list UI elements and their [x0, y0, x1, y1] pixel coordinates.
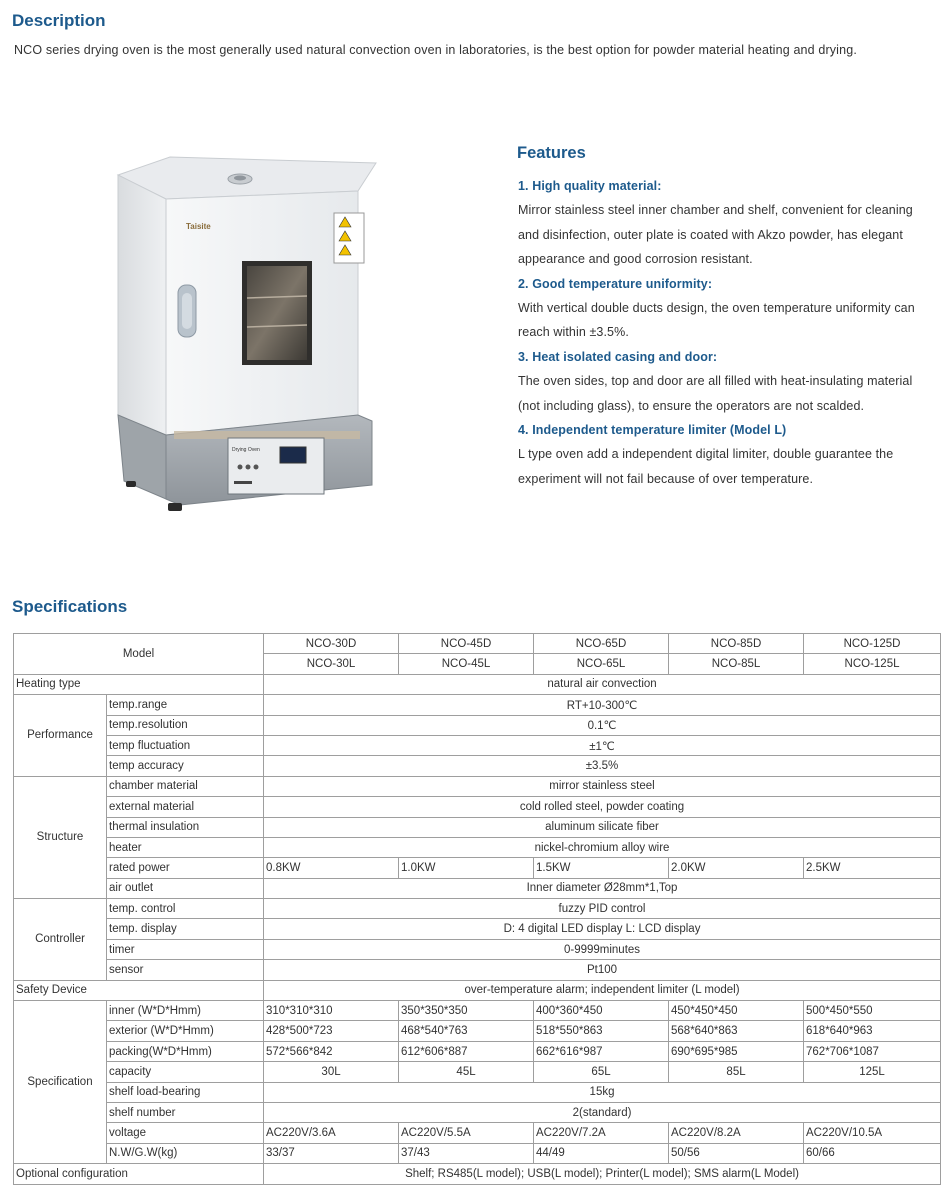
table-row: [14, 858, 941, 878]
cell-value: 662*616*987: [534, 1041, 669, 1061]
cell-value: 1.0KW: [399, 858, 534, 878]
specifications-table: [13, 633, 941, 1185]
row-label: rated power: [107, 858, 264, 878]
row-label: temp.range: [107, 695, 264, 715]
table-row: [14, 919, 941, 939]
row-label: N.W/G.W(kg): [107, 1143, 264, 1163]
group-label: Structure: [14, 776, 107, 898]
cell-value: 2.5KW: [804, 858, 941, 878]
table-row: [14, 837, 941, 857]
row-value: 15kg: [264, 1082, 941, 1102]
model-header: Model: [14, 634, 264, 675]
cell-value: 450*450*450: [669, 1001, 804, 1021]
feature-text: The oven sides, top and door are all filled with heat-insulating material (not including glass), to ensure the operators are not scalded.: [518, 374, 913, 413]
cell-value: 85L: [669, 1062, 804, 1082]
table-row: [14, 878, 941, 898]
model-name: NCO-85L: [669, 654, 804, 674]
cell-value: 568*640*863: [669, 1021, 804, 1041]
group-label: Performance: [14, 695, 107, 777]
row-value: 0.1℃: [264, 715, 941, 735]
table-row: [14, 776, 941, 796]
feature-heading: 3. Heat isolated casing and door:: [518, 349, 718, 364]
cell-value: 60/66: [804, 1143, 941, 1163]
row-value: over-temperature alarm; independent limiter (L model): [264, 980, 941, 1000]
cell-value: 350*350*350: [399, 1001, 534, 1021]
table-row: [14, 980, 941, 1000]
row-value: Inner diameter Ø28mm*1,Top: [264, 878, 941, 898]
table-row: [14, 1123, 941, 1143]
table-row: [14, 817, 941, 837]
row-label: Optional configuration: [14, 1164, 264, 1184]
row-label: chamber material: [107, 776, 264, 796]
cell-value: 33/37: [264, 1143, 399, 1163]
table-row: [14, 1041, 941, 1061]
cell-value: 428*500*723: [264, 1021, 399, 1041]
cell-value: AC220V/3.6A: [264, 1123, 399, 1143]
table-row: [14, 674, 941, 694]
table-row: [14, 1082, 941, 1102]
table-row: [14, 1001, 941, 1021]
table-row: [14, 1021, 941, 1041]
model-name: NCO-125L: [804, 654, 941, 674]
table-row: [14, 960, 941, 980]
row-label: sensor: [107, 960, 264, 980]
table-row: [14, 695, 941, 715]
cell-value: 572*566*842: [264, 1041, 399, 1061]
model-name: NCO-65D: [534, 634, 669, 654]
row-label: Heating type: [14, 674, 264, 694]
brand-logo: Taisite: [186, 222, 211, 231]
cell-value: 65L: [534, 1062, 669, 1082]
cell-value: 37/43: [399, 1143, 534, 1163]
row-label: Safety Device: [14, 980, 264, 1000]
model-name: NCO-45D: [399, 634, 534, 654]
cell-value: 2.0KW: [669, 858, 804, 878]
row-value: fuzzy PID control: [264, 899, 941, 919]
row-label: thermal insulation: [107, 817, 264, 837]
row-value: natural air convection: [264, 674, 941, 694]
row-label: air outlet: [107, 878, 264, 898]
cell-value: 310*310*310: [264, 1001, 399, 1021]
row-value: ±3.5%: [264, 756, 941, 776]
cell-value: 50/56: [669, 1143, 804, 1163]
table-row: [14, 735, 941, 755]
cell-value: 400*360*450: [534, 1001, 669, 1021]
row-label: inner (W*D*Hmm): [107, 1001, 264, 1021]
row-value: mirror stainless steel: [264, 776, 941, 796]
specifications-title: Specifications: [12, 597, 128, 616]
feature-heading: 2. Good temperature uniformity:: [518, 276, 713, 291]
row-label: shelf number: [107, 1102, 264, 1122]
cell-value: 44/49: [534, 1143, 669, 1163]
row-value: D: 4 digital LED display L: LCD display: [264, 919, 941, 939]
row-label: temp accuracy: [107, 756, 264, 776]
cell-value: 468*540*763: [399, 1021, 534, 1041]
table-row: [14, 756, 941, 776]
row-label: exterior (W*D*Hmm): [107, 1021, 264, 1041]
row-label: timer: [107, 939, 264, 959]
model-name: NCO-125D: [804, 634, 941, 654]
row-label: temp.resolution: [107, 715, 264, 735]
row-label: shelf load-bearing: [107, 1082, 264, 1102]
row-label: packing(W*D*Hmm): [107, 1041, 264, 1061]
table-row: [14, 899, 941, 919]
model-name: NCO-30D: [264, 634, 399, 654]
feature-heading: 4. Independent temperature limiter (Model L): [518, 423, 787, 438]
feature-text: L type oven add a independent digital limiter, double guarantee the experiment will not fail because of over temperature.: [518, 447, 894, 486]
model-name: NCO-45L: [399, 654, 534, 674]
cell-value: 125L: [804, 1062, 941, 1082]
group-label: Specification: [14, 1001, 107, 1164]
row-label: temp. control: [107, 899, 264, 919]
features-list: [518, 174, 924, 491]
row-value: ±1℃: [264, 735, 941, 755]
cell-value: AC220V/7.2A: [534, 1123, 669, 1143]
row-label: temp fluctuation: [107, 735, 264, 755]
cell-value: 690*695*985: [669, 1041, 804, 1061]
table-row: [14, 715, 941, 735]
group-label: Controller: [14, 899, 107, 981]
cell-value: AC220V/5.5A: [399, 1123, 534, 1143]
panel-label: Drying Oven: [232, 447, 260, 453]
table-row: [14, 939, 941, 959]
feature-text: With vertical double ducts design, the oven temperature uniformity can reach within ±3.5%.: [518, 301, 915, 340]
table-row: [14, 1062, 941, 1082]
model-name: NCO-65L: [534, 654, 669, 674]
table-row: [14, 1164, 941, 1184]
drying-oven-image: [110, 155, 380, 517]
cell-value: 45L: [399, 1062, 534, 1082]
cell-value: 762*706*1087: [804, 1041, 941, 1061]
row-label: voltage: [107, 1123, 264, 1143]
cell-value: AC220V/8.2A: [669, 1123, 804, 1143]
description-text: NCO series drying oven is the most generally used natural convection oven in laboratories, is the best option for powder material heating and drying.: [14, 43, 857, 57]
row-label: external material: [107, 797, 264, 817]
cell-value: 0.8KW: [264, 858, 399, 878]
row-value: Pt100: [264, 960, 941, 980]
table-row: [14, 1102, 941, 1122]
cell-value: 518*550*863: [534, 1021, 669, 1041]
table-row: [14, 634, 941, 654]
cell-value: 618*640*963: [804, 1021, 941, 1041]
description-title: Description: [12, 11, 106, 30]
cell-value: AC220V/10.5A: [804, 1123, 941, 1143]
cell-value: 1.5KW: [534, 858, 669, 878]
row-value: nickel-chromium alloy wire: [264, 837, 941, 857]
row-label: heater: [107, 837, 264, 857]
row-value: RT+10-300℃: [264, 695, 941, 715]
cell-value: 500*450*550: [804, 1001, 941, 1021]
cell-value: 30L: [264, 1062, 399, 1082]
row-label: temp. display: [107, 919, 264, 939]
row-value: 0-9999minutes: [264, 939, 941, 959]
model-name: NCO-30L: [264, 654, 399, 674]
feature-text: Mirror stainless steel inner chamber and shelf, convenient for cleaning and disinfection, outer plate is coated with Akzo powder, has elegant appearance and good corrosion resistant.: [518, 203, 913, 267]
row-value: cold rolled steel, powder coating: [264, 797, 941, 817]
feature-heading: 1. High quality material:: [518, 179, 662, 193]
row-value: Shelf; RS485(L model); USB(L model); Printer(L model); SMS alarm(L Model): [264, 1164, 941, 1184]
row-label: capacity: [107, 1062, 264, 1082]
row-value: aluminum silicate fiber: [264, 817, 941, 837]
row-value: 2(standard): [264, 1102, 941, 1122]
features-title: Features: [517, 144, 586, 162]
table-row: [14, 1143, 941, 1163]
table-row: [14, 797, 941, 817]
model-name: NCO-85D: [669, 634, 804, 654]
cell-value: 612*606*887: [399, 1041, 534, 1061]
